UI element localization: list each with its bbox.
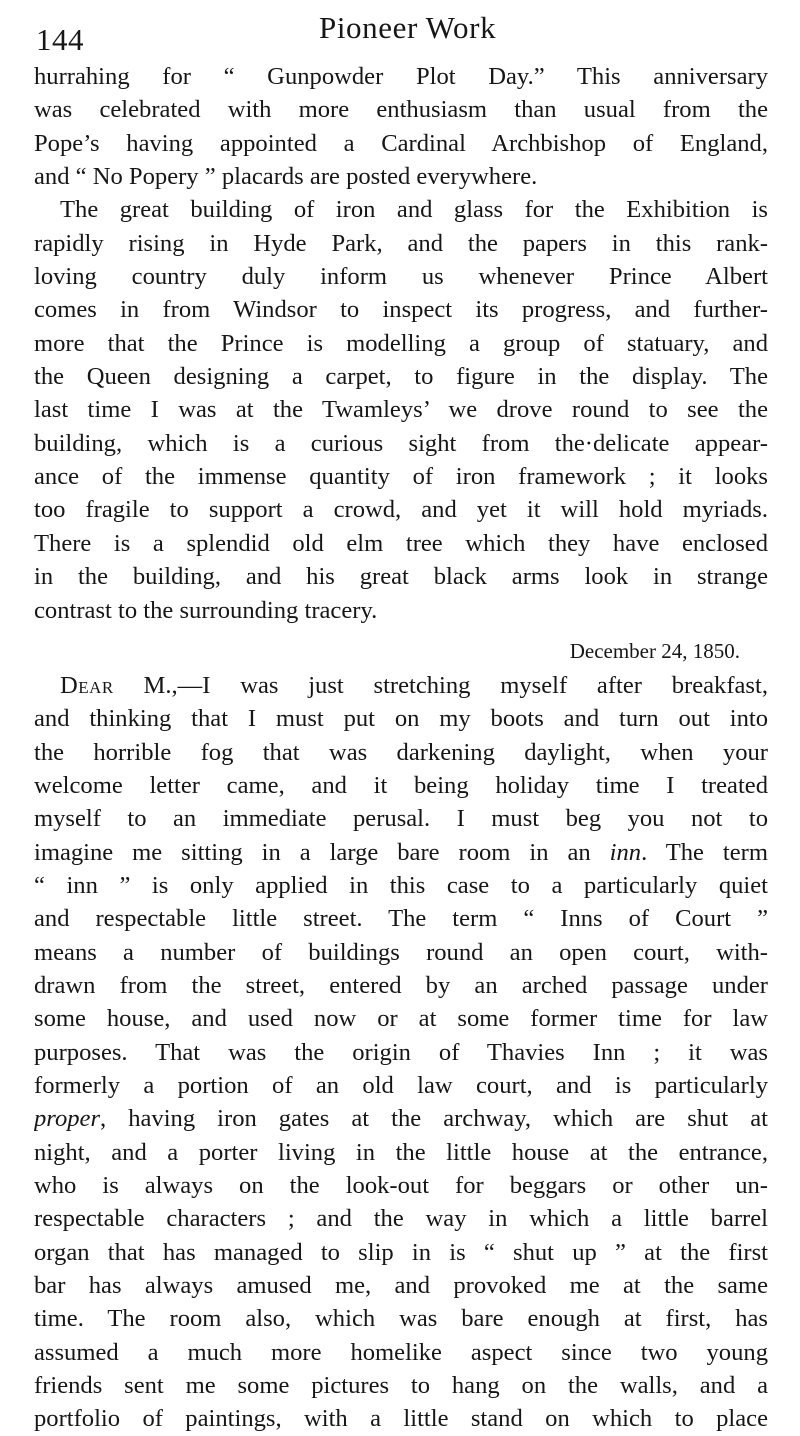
text-line: contrast to the surrounding tracery. xyxy=(34,596,378,624)
text-line: last time I was at the Twamleys’ we drove round to see the xyxy=(34,396,768,424)
text-line xyxy=(34,1102,768,1135)
text-segment: imagine me sitting in a large bare room in an xyxy=(34,838,610,866)
letter xyxy=(34,627,768,1436)
text-line: and respectable little street. The term “ Inns of Court ” xyxy=(34,905,768,933)
text-line: welcome letter came, and it being holiday time I treated xyxy=(34,771,768,799)
text-line: There is a splendid old elm tree which they have enclosed xyxy=(34,529,768,557)
text-line: building, which is a curious sight from the·delicate appear- xyxy=(34,429,768,457)
text-line: too fragile to support a crowd, and yet it will hold myriads. xyxy=(34,496,768,524)
text-line: rapidly rising in Hyde Park, and the papers in this rank- xyxy=(34,229,768,257)
running-head: Pioneer Work xyxy=(319,10,497,45)
text-line: the horrible fog that was darkening daylight, when your xyxy=(34,738,768,766)
page-number: 144 xyxy=(36,22,84,57)
text-line: was celebrated with more enthusiasm than usual from the xyxy=(34,96,768,124)
text-line: respectable characters ; and the way in which a little barrel xyxy=(34,1205,768,1233)
paragraph-continuation xyxy=(34,60,768,193)
text-line-rest: M.,—I was just stretching myself after breakfast, xyxy=(113,671,768,699)
text-line: drawn from the street, entered by an arched passage under xyxy=(34,971,768,999)
text-line: some house, and used now or at some former time for law xyxy=(34,1005,768,1033)
text-line: organ that has managed to slip in is “ shut up ” at the first xyxy=(34,1238,768,1266)
letter-date: December 24, 1850. xyxy=(569,638,740,663)
text-line: “ inn ” is only applied in this case to a particularly quiet xyxy=(34,871,768,899)
text-line: loving country duly inform us whenever Prince Albert xyxy=(34,263,768,291)
text-line xyxy=(34,669,768,702)
text-line: purposes. That was the origin of Thavies Inn ; it was xyxy=(34,1038,768,1066)
italic-word: inn xyxy=(609,838,642,866)
text-line: bar has always amused me, and provoked me at the same xyxy=(34,1272,768,1300)
text-line: ance of the immense quantity of iron framework ; it looks xyxy=(34,463,768,491)
text-line: and “ No Popery ” placards are posted everywhere. xyxy=(34,163,538,191)
text-line: portfolio of paintings, with a little stand on which to place xyxy=(34,1405,768,1433)
text-line: myself to an immediate perusal. I must beg you not to xyxy=(34,805,768,833)
text-line: time. The room also, which was bare enough at first, has xyxy=(34,1305,768,1333)
text-line: night, and a porter living in the little house at the entrance, xyxy=(34,1138,768,1166)
body-text xyxy=(34,60,768,1436)
text-line: assumed a much more homelike aspect since two young xyxy=(34,1338,768,1366)
text-line: friends sent me some pictures to hang on the walls, and a xyxy=(34,1372,768,1400)
text-line: The great building of iron and glass for the Exhibition is xyxy=(60,196,768,224)
text-line: the Queen designing a carpet, to figure in the display. The xyxy=(34,363,768,391)
text-line: Pope’s having appointed a Cardinal Archbishop of England, xyxy=(34,129,768,157)
text-segment: , having iron gates at the archway, which are shut at xyxy=(100,1105,768,1133)
text-line xyxy=(34,836,768,869)
text-segment: . The term xyxy=(641,838,768,866)
text-line: formerly a portion of an old law court, and is particularly xyxy=(34,1071,768,1099)
paragraph-exhibition xyxy=(34,193,768,626)
text-line: hurrahing for “ Gunpowder Plot Day.” This anniversary xyxy=(34,63,768,90)
text-line: and thinking that I must put on my boots and turn out into xyxy=(34,705,768,733)
text-line: in the building, and his great black arms look in strange xyxy=(34,563,768,591)
letter-salutation: Dear xyxy=(60,671,114,699)
text-line: means a number of buildings round an open court, with- xyxy=(34,938,768,966)
text-line: who is always on the look-out for beggars or other un- xyxy=(34,1172,768,1199)
text-line: comes in from Windsor to inspect its progress, and further- xyxy=(34,296,768,324)
italic-word: proper xyxy=(34,1105,101,1133)
text-line: more that the Prince is modelling a group of statuary, and xyxy=(34,329,768,357)
page-header xyxy=(0,6,800,58)
